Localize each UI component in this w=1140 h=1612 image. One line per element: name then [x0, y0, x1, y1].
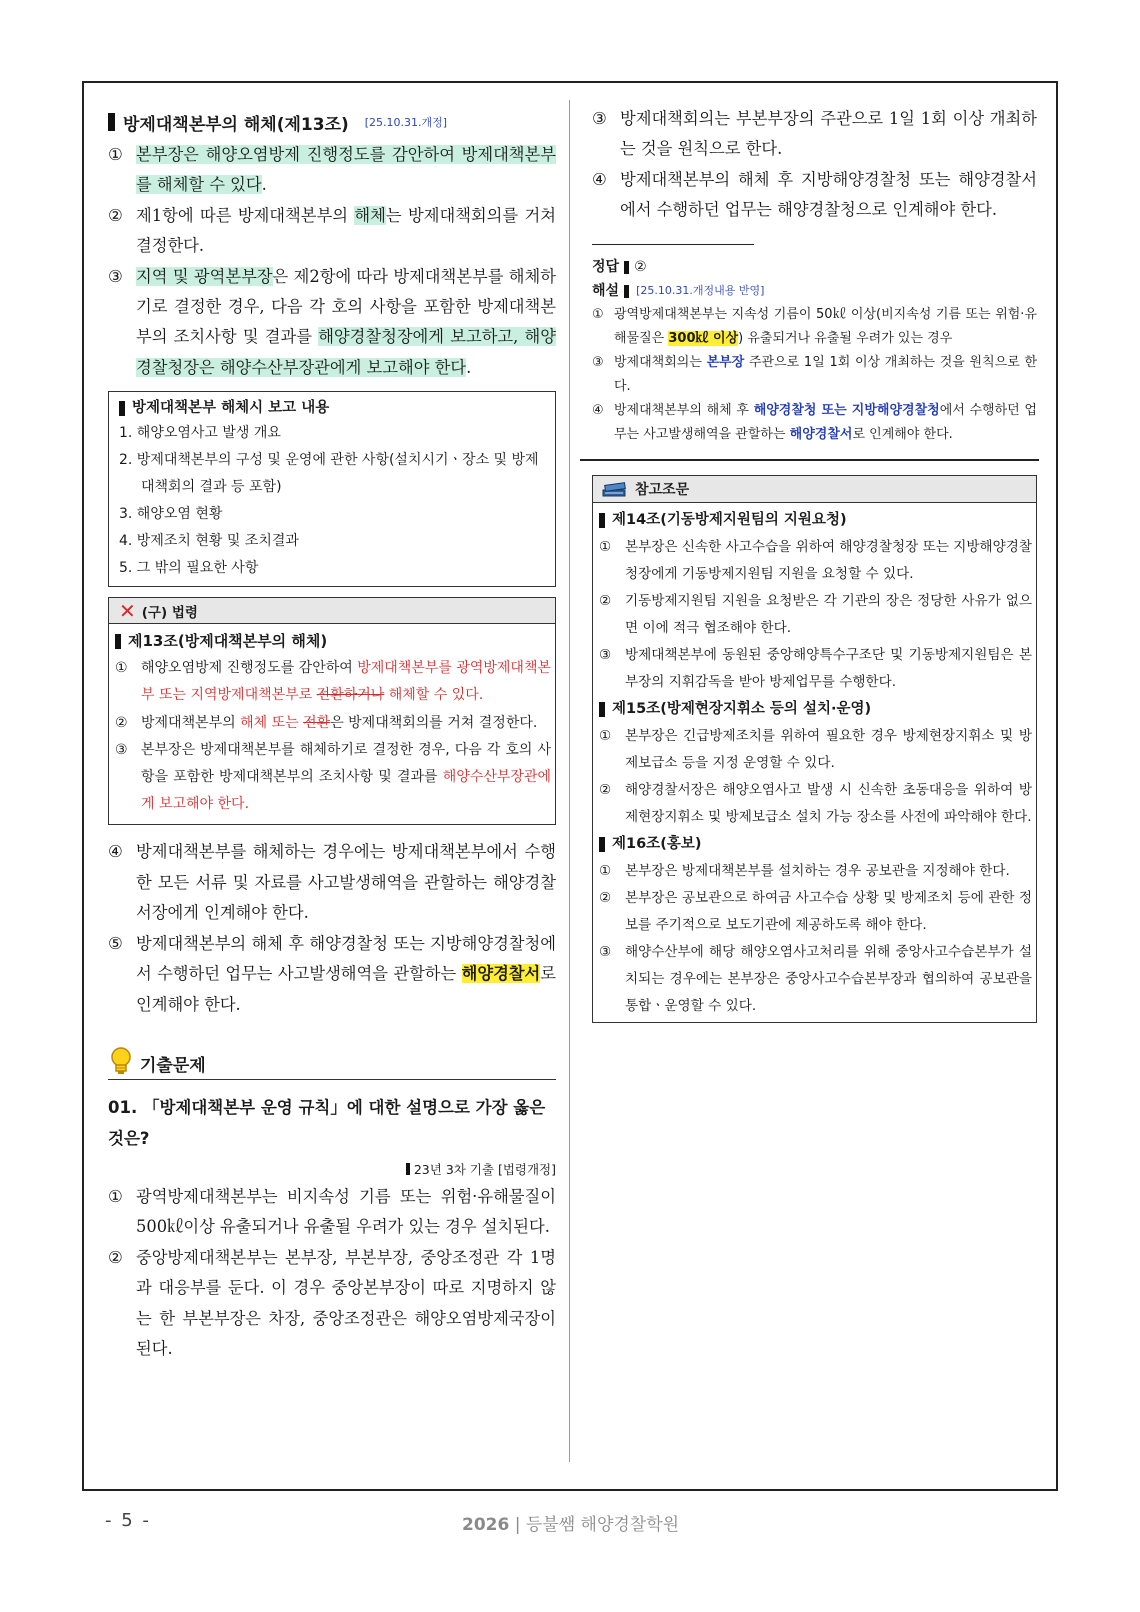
list-item: 3. 해양오염 현황 [119, 506, 223, 523]
reference-clause: ② 해양경찰서장은 해양오염사고 발생 시 신속한 초동대응을 위하여 방제현장지휘소 및 방제보급소 설치 가능 장소를 사전에 파악해야 한다. [599, 782, 1032, 826]
answer-line: 정답 ② [592, 255, 1037, 279]
old-clause-1: ① 해양오염방제 진행정도를 감안하여 방제대책본부를 광역방제대책본부 또는 지역방제대책본부로 전환하거나 해체할 수 있다. [115, 660, 552, 704]
page-number: - 5 - [105, 1510, 151, 1531]
clause-1: ① 본부장은 해양오염방제 진행정도를 감안하여 방제대책본부를 해체할 수 있다. [108, 145, 556, 195]
right-column [592, 104, 1037, 1023]
highlighted-text: 300㎘ 이상 [668, 331, 739, 347]
highlighted-text: 해양경찰서 [461, 964, 541, 984]
old-law-box [108, 597, 556, 825]
highlighted-text: 해체 [354, 205, 386, 225]
report-box-title: 방제대책본부 해체시 보고 내용 [119, 396, 545, 420]
old-law-header: ✕ (구) 법령 [109, 598, 555, 624]
list-item: 2. 방제대책본부의 구성 및 운영에 관한 사항(설치시기ㆍ장소 및 방제대책회의 결과 등 포함) [119, 452, 539, 496]
list-item: 1. 해양오염사고 발생 개요 [119, 425, 281, 442]
article-heading: 제15조(방제현장지휘소 등의 설치·운영) [599, 696, 1032, 723]
old-clause-3: ③ 본부장은 방제대책본부를 해체하기로 결정한 경우, 다음 각 호의 사항을 포함한 방제대책본부의 조치사항 및 결과를 해양수산부장관에게 보고해야 한다. [115, 741, 551, 813]
lightbulb-icon [108, 1046, 134, 1076]
reference-clause: ① 본부장은 신속한 사고수습을 위하여 해양경찰청장 또는 지방해양경찰청장에게 기동방제지원팀 지원을 요청할 수 있다. [599, 539, 1032, 583]
list-item: 5. 그 밖의 필요한 사항 [119, 560, 259, 577]
option-4: ④ 방제대책본부의 해체 후 지방해양경찰청 또는 해양경찰서에서 수행하던 업무는 해양경찰청으로 인계해야 한다. [592, 169, 1037, 220]
footer-brand: 2026 | 등불쌤 해양경찰학원 [462, 1515, 680, 1535]
reference-clause: ③ 해양수산부에 해당 해양오염사고처리를 위해 중앙사고수습본부가 설치되는 경우에는 본부장은 중앙사고수습본부장과 협의하여 공보관을 통합ㆍ운영할 수 있다. [599, 944, 1032, 1015]
reference-clause: ① 본부장은 방제대책본부를 설치하는 경우 공보관을 지정해야 한다. [599, 863, 1010, 880]
heading-bar [108, 113, 115, 131]
article-heading: 제16조(홍보) [599, 831, 1032, 858]
answer-value: ② [634, 259, 647, 276]
reference-box [592, 475, 1037, 1023]
question-text: 01. 「방제대책본부 운영 규칙」에 대한 설명으로 가장 옳은 것은? [108, 1097, 546, 1148]
old-clause-2: ② 방제대책본부의 해체 또는 전환은 방제대책회의를 거쳐 결정한다. [115, 714, 538, 731]
list-item: 4. 방제조치 현황 및 조치결과 [119, 533, 299, 550]
option-1: ① 광역방제대책본부는 비지속성 기름 또는 위험·유해물질이 500㎘이상 유출되거나 유출될 우려가 있는 경우 설치된다. [108, 1186, 556, 1237]
report-box [108, 391, 556, 587]
article-heading: 제14조(기동방제지원팀의 지원요청) [599, 507, 1032, 534]
explanation-4: ④ 방제대책본부의 해체 후 해양경찰청 또는 지방해양경찰청에서 수행하던 업무는 사고발생해역을 관할하는 해양경찰서로 인계해야 한다. [592, 403, 1037, 443]
reference-header: 참고조문 [593, 476, 1036, 503]
reference-clause: ③ 방제대책본부에 동원된 중앙해양특수구조단 및 기동방제지원팀은 본부장의 지휘감독을 받아 방제업무를 수행한다. [599, 647, 1032, 691]
highlighted-text: 지역 및 광역본부장 [136, 266, 273, 286]
highlighted-text: 본부장은 해양오염방제 진행정도를 감안하여 방제대책본부를 해체할 수 있다 [136, 145, 556, 195]
explanation-1: ① 광역방제대책본부는 지속성 기름이 50㎘ 이상(비지속성 기름 또는 위험·유해물질은 300㎘ 이상) 유출되거나 유출될 우려가 있는 경우 [592, 307, 1037, 347]
clause-5: ⑤ 방제대책본부의 해체 후 해양경찰청 또는 지방해양경찰청에서 수행하던 업무는 사고발생해역을 관할하는 해양경찰서로 인계해야 한다. [108, 933, 556, 1014]
reference-clause: ② 본부장은 공보관으로 하여금 사고수습 상황 및 방제조치 등에 관한 정보를 주기적으로 보도기관에 제공하도록 해야 한다. [599, 890, 1032, 934]
clause-3: ③ 지역 및 광역본부장은 제2항에 따라 방제대책본부를 해체하기로 결정한 경우, 다음 각 호의 사항을 포함한 방제대책본부의 조치사항 및 결과를 해양경찰청장에게 보고하고, 해양경찰청장은 해양수산부장관에게 보고해야 한다. [108, 266, 557, 377]
reference-clause: ① 본부장은 긴급방제조치를 위하여 필요한 경우 방제현장지휘소 및 방제보급소 등을 지정 운영할 수 있다. [599, 728, 1032, 772]
option-3: ③ 방제대책회의는 부본부장의 주관으로 1일 1회 이상 개최하는 것을 원칙으로 한다. [592, 109, 1037, 159]
highlighted-text: 해양경찰청장에게 보고하고, 해양경찰청장은 해양수산부장관에게 보고해야 한다 [136, 327, 557, 377]
exam-heading [108, 1046, 556, 1080]
divider [580, 459, 1039, 461]
clause-2: ② 제1항에 따른 방제대책본부의 해체는 방제대책회의를 거쳐 결정한다. [108, 205, 556, 256]
cross-icon: ✕ [119, 598, 136, 623]
left-column [108, 108, 556, 1364]
revision-tag: [25.10.31.개정] [364, 116, 448, 129]
books-icon [601, 479, 627, 499]
section-title: 방제대책본부의 해체(제13조) [123, 114, 349, 135]
divider [592, 244, 754, 246]
question-source: 23년 3차 기출 [법령개정] [108, 1158, 556, 1182]
explanation-3: ③ 방제대책회의는 본부장 주관으로 1일 1회 이상 개최하는 것을 원칙으로 한다. [592, 355, 1037, 395]
article-heading: 제13조(방제대책본부의 해체) [115, 628, 551, 655]
clause-4: ④ 방제대책본부를 해체하는 경우에는 방제대책본부에서 수행한 모든 서류 및 자료를 사고발생해역을 관할하는 해양경찰서장에게 인계해야 한다. [108, 842, 556, 923]
option-2: ② 중앙방제대책본부는 본부장, 부본부장, 중앙조정관 각 1명과 대응부를 둔다. 이 경우 중앙본부장이 따로 지명하지 않는 한 부본부장은 차장, 중앙조정관은 해양오염방제국장이 된다. [108, 1247, 556, 1358]
section-heading [108, 108, 556, 136]
reference-clause: ② 기동방제지원팀 지원을 요청받은 각 기관의 장은 정당한 사유가 없으면 이에 적극 협조해야 한다. [599, 593, 1032, 637]
exam-label: 기출문제 [140, 1055, 206, 1076]
column-divider [569, 100, 570, 1462]
explanation-heading: 해설 [25.10.31.개정내용 반영] [592, 283, 765, 300]
